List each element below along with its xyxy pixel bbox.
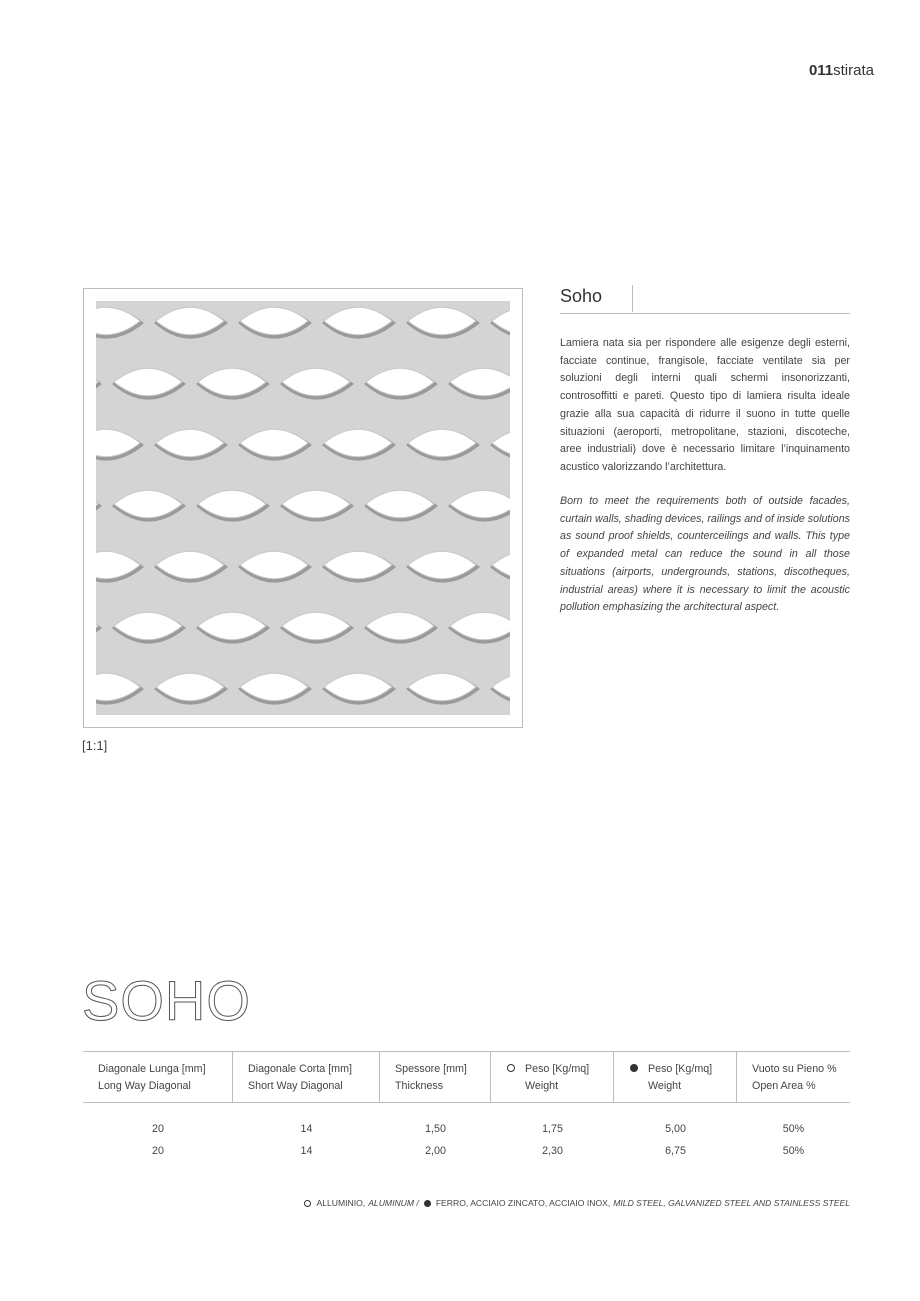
header-weight-aluminium [491,1052,614,1102]
table-cell: 1,50 [425,1123,446,1135]
header-short-diagonal [233,1052,380,1102]
open-circle-icon [507,1064,515,1072]
header-long-diagonal [83,1052,233,1102]
header-weight-steel [614,1052,737,1102]
page-number [809,62,874,79]
section-name: stirata [833,62,874,79]
header-label-en: Weight [648,1080,682,1092]
table-cell: 14 [300,1123,313,1135]
scale-label: [1:1] [82,738,108,753]
spec-table [83,1051,850,1167]
table-cell: 50% [782,1123,805,1135]
header-label-en: Short Way Diagonal [248,1080,343,1092]
header-thickness [380,1052,491,1102]
table-cell: 5,00 [665,1123,686,1135]
product-title: Soho [560,286,603,306]
table-cell: 1,75 [542,1123,563,1135]
legend-aluminium-it: ALLUMINIO, [316,1198,366,1208]
header-label-it: Vuoto su Pieno % [752,1063,837,1075]
header-label-it: Diagonale Lunga [mm] [98,1063,206,1075]
header-label-it: Peso [Kg/mq] [525,1063,590,1075]
product-big-title: SOHO [82,969,251,1032]
header-label-it: Spessore [mm] [395,1063,467,1075]
header-label-en: Long Way Diagonal [98,1080,191,1092]
spec-table-header [83,1052,850,1103]
legend-aluminium-en: ALUMINUM / [368,1198,419,1208]
table-row [83,1123,850,1145]
header-label-en: Thickness [395,1080,444,1092]
filled-circle-icon [630,1064,638,1072]
table-cell: 50% [782,1145,805,1157]
material-legend [304,1198,850,1208]
header-label-it: Diagonale Corta [mm] [248,1063,352,1075]
filled-circle-icon [424,1200,431,1207]
header-label-it: Peso [Kg/mq] [648,1063,713,1075]
table-cell: 20 [152,1145,164,1157]
table-cell: 14 [300,1145,313,1157]
table-cell: 2,00 [425,1145,446,1157]
legend-steel-en: MILD STEEL, GALVANIZED STEEL AND STAINLESS STEEL [613,1198,850,1208]
description-english: Born to meet the requirements both of outside facades, curtain walls, shading devices, railings and of inside solutions as sound proof shields, counterceilings and walls. This type of expanded metal can reduce the sound in all those situations (airports, undergrounds, stations, discotheques, industrial areas) where it is necessary to limit the acoustic pollution emphasizing the architectural aspect. [560,495,850,614]
title-divider [632,285,633,312]
page-number-digits: 011 [808,62,834,79]
header-label-en: Weight [525,1080,559,1092]
spec-table-body [83,1123,850,1167]
description-italian: Lamiera nata sia per rispondere alle esigenze degli esterni, facciate continue, frangisole, facciate ventilate sia per soluzioni degli interni quali schermi insonorizzanti, controsoffitti e pareti. Questo tipo di lamiera risulta ideale grazie alla sua capacità di ridurre il suono in tutte quelle situazioni (aeroporti, metropolitane, stazioni, discoteche, aree industriali) dove è necessario limitare l’inquinamento acustico valorizzando l’architettura. [560,337,850,473]
table-row [83,1145,850,1167]
open-circle-icon [304,1200,311,1207]
title-rule [560,313,850,314]
legend-steel-it: FERRO, ACCIAIO ZINCATO, ACCIAIO INOX, [435,1198,611,1208]
expanded-metal-mesh-illustration [96,301,510,715]
table-cell: 6,75 [665,1145,686,1157]
table-cell: 2,30 [542,1145,563,1157]
mesh-sample-image [83,288,523,728]
header-open-area [737,1052,850,1102]
header-label-en: Open Area % [752,1080,816,1092]
table-cell: 20 [152,1123,164,1135]
